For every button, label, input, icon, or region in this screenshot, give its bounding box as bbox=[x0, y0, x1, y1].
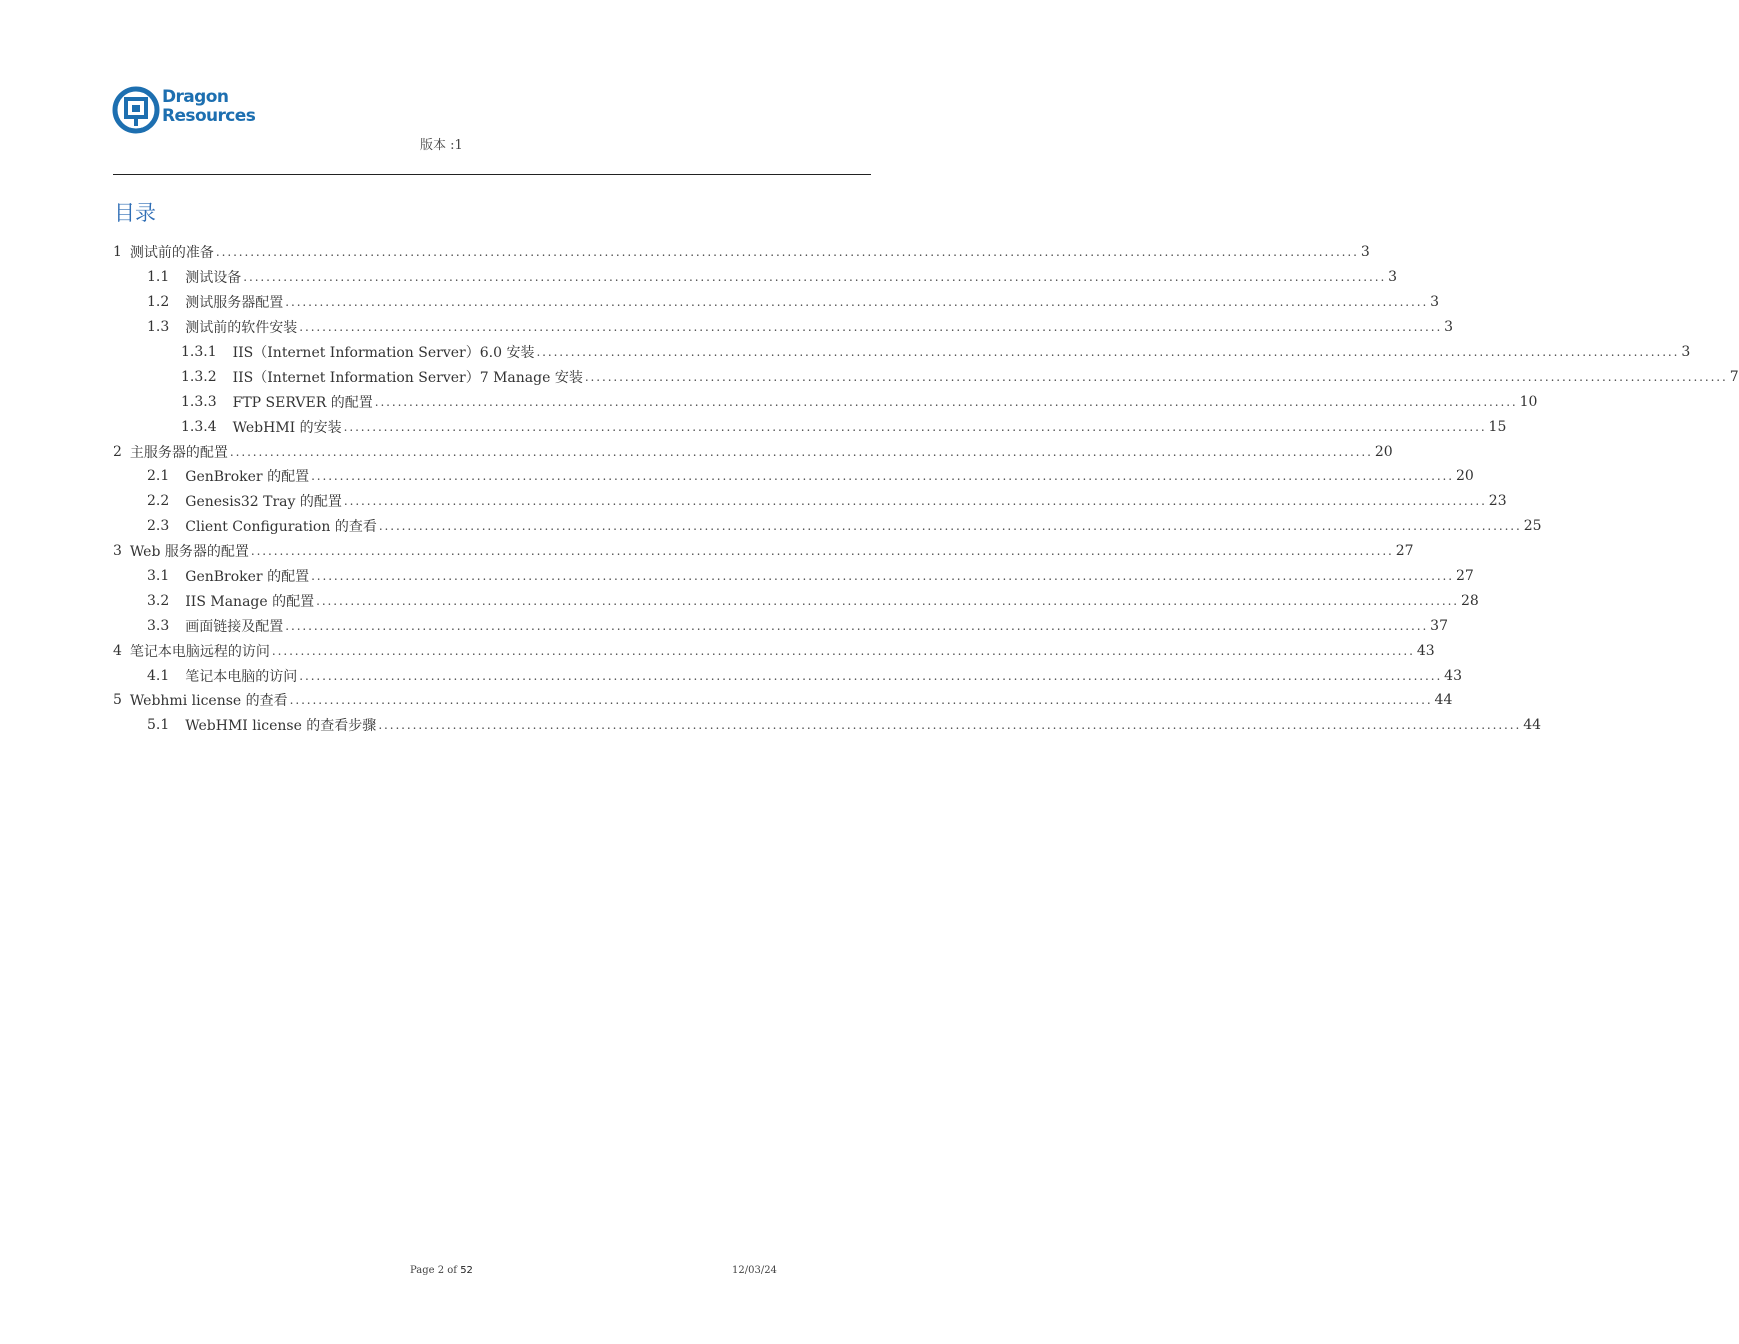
logo-line-2: Resources bbox=[162, 106, 256, 126]
toc-entry[interactable] bbox=[113, 290, 1440, 315]
toc-entry-number: 4.1 bbox=[147, 667, 170, 684]
toc-entry-label: 测试前的准备 bbox=[130, 242, 216, 262]
toc-dot-leader: ........................................................................................................................................................................................................ bbox=[316, 593, 1459, 608]
toc-entry-number: 1.2 bbox=[147, 294, 170, 311]
logo-text bbox=[162, 88, 255, 126]
toc-entry-label: Web 服务器的配置 bbox=[130, 541, 251, 561]
toc-entry-page: 27 bbox=[1395, 543, 1414, 560]
toc-entry-label: GenBroker 的配置 bbox=[185, 466, 311, 486]
toc-entry[interactable] bbox=[113, 688, 1453, 713]
toc-entry-label: FTP SERVER 的配置 bbox=[233, 392, 375, 412]
toc-entry-label: IIS Manage 的配置 bbox=[185, 591, 316, 611]
toc-entry-number: 3.3 bbox=[147, 617, 170, 634]
toc-entry-page: 43 bbox=[1444, 667, 1462, 684]
toc-entry-number: 1 bbox=[113, 244, 122, 261]
toc-entry[interactable] bbox=[113, 638, 1435, 663]
dragon-resources-logo-icon bbox=[112, 86, 160, 134]
toc-entry-page: 37 bbox=[1430, 617, 1448, 634]
toc-dot-leader: ........................................................................................................................................................................................................ bbox=[378, 519, 1522, 534]
toc-entry-page: 3 bbox=[1681, 344, 1691, 360]
footer-page-number bbox=[410, 1265, 473, 1276]
toc-entry-number: 3.1 bbox=[147, 568, 170, 585]
toc-entry[interactable] bbox=[113, 389, 1538, 414]
toc-dot-leader: ........................................................................................................................................................................................................ bbox=[289, 693, 1433, 708]
toc-entry-number: 2.1 bbox=[147, 468, 170, 485]
toc-entry-page: 10 bbox=[1519, 393, 1538, 410]
toc-entry[interactable] bbox=[113, 539, 1414, 564]
toc-entry[interactable] bbox=[113, 340, 1691, 365]
toc-entry-number: 2.2 bbox=[147, 493, 170, 510]
toc-entry-label: Genesis32 Tray 的配置 bbox=[185, 491, 344, 511]
toc-dot-leader: ........................................................................................................................................................................................................ bbox=[271, 643, 1415, 658]
toc-dot-leader: ........................................................................................................................................................................................................ bbox=[536, 345, 1680, 359]
toc-dot-leader: ........................................................................................................................................................................................................ bbox=[285, 295, 1429, 310]
toc-entry-page: 44 bbox=[1523, 717, 1542, 734]
toc-entry[interactable] bbox=[113, 489, 1507, 514]
toc-entry-label: 笔记本电脑的访问 bbox=[185, 666, 299, 686]
logo-line-1: Dragon bbox=[162, 87, 229, 107]
toc-entry-page: 43 bbox=[1416, 642, 1435, 659]
toc-entry-label: 测试服务器配置 bbox=[185, 292, 285, 312]
toc-entry-label: IIS（Internet Information Server）7 Manage 安装 bbox=[233, 367, 585, 387]
toc-entry[interactable] bbox=[113, 439, 1393, 464]
toc-entry-page: 3 bbox=[1388, 269, 1398, 286]
toc-title: 目录 bbox=[114, 201, 156, 225]
toc-entry[interactable] bbox=[113, 265, 1398, 290]
footer-date: 12/03/24 bbox=[732, 1265, 777, 1276]
toc-entry-label: 画面链接及配置 bbox=[185, 616, 285, 636]
toc-entry[interactable] bbox=[113, 364, 1739, 389]
toc-entry-page: 28 bbox=[1461, 592, 1479, 609]
company-logo bbox=[112, 86, 262, 136]
toc-entry-label: 测试前的软件安装 bbox=[185, 317, 299, 337]
toc-entry-page: 15 bbox=[1488, 418, 1507, 435]
toc-dot-leader: ........................................................................................................................................................................................................ bbox=[243, 270, 1387, 285]
toc-entry-number: 2 bbox=[113, 443, 122, 460]
toc-entry[interactable] bbox=[113, 588, 1479, 613]
toc-entry-number: 1.3.2 bbox=[181, 368, 217, 385]
toc-entry-label: Client Configuration 的查看 bbox=[185, 516, 379, 536]
toc-entry-page: 20 bbox=[1374, 443, 1393, 460]
toc-dot-leader: ........................................................................................................................................................................................................ bbox=[374, 394, 1518, 409]
toc-entry-page: 23 bbox=[1488, 493, 1507, 510]
toc-entry-number: 1.3.1 bbox=[181, 344, 217, 360]
table-of-contents bbox=[113, 240, 1739, 738]
toc-entry[interactable] bbox=[113, 564, 1474, 589]
toc-entry-number: 1.3.3 bbox=[181, 393, 217, 410]
toc-entry[interactable] bbox=[113, 663, 1462, 688]
toc-entry-page: 27 bbox=[1455, 568, 1474, 585]
toc-dot-leader: ........................................................................................................................................................................................................ bbox=[378, 718, 1522, 733]
toc-entry-page: 7 bbox=[1729, 368, 1739, 385]
toc-dot-leader: ........................................................................................................................................................................................................ bbox=[285, 618, 1429, 633]
toc-entry-number: 1.3 bbox=[147, 319, 170, 336]
toc-entry-number: 3 bbox=[113, 543, 122, 560]
toc-entry[interactable] bbox=[113, 613, 1448, 638]
toc-entry-label: GenBroker 的配置 bbox=[185, 566, 311, 586]
toc-dot-leader: ........................................................................................................................................................................................................ bbox=[229, 444, 1373, 459]
toc-entry-number: 5.1 bbox=[147, 717, 170, 734]
toc-dot-leader: ........................................................................................................................................................................................................ bbox=[299, 668, 1443, 683]
toc-entry-page: 44 bbox=[1434, 692, 1453, 709]
toc-entry[interactable] bbox=[113, 315, 1454, 340]
toc-dot-leader: ........................................................................................................................................................................................................ bbox=[299, 320, 1443, 335]
toc-entry-label: WebHMI 的安装 bbox=[233, 417, 344, 437]
toc-entry-number: 3.2 bbox=[147, 592, 170, 609]
toc-entry[interactable] bbox=[113, 514, 1542, 539]
toc-dot-leader: ........................................................................................................................................................................................................ bbox=[343, 419, 1487, 434]
toc-entry[interactable] bbox=[113, 240, 1370, 265]
toc-entry-page: 3 bbox=[1444, 319, 1454, 336]
toc-entry-number: 2.3 bbox=[147, 518, 170, 535]
toc-entry-label: WebHMI license 的查看步骤 bbox=[185, 715, 378, 735]
toc-entry-page: 20 bbox=[1455, 468, 1474, 485]
toc-entry-label: IIS（Internet Information Server）6.0 安装 bbox=[233, 342, 537, 362]
toc-dot-leader: ........................................................................................................................................................................................................ bbox=[343, 494, 1487, 509]
toc-entry[interactable] bbox=[113, 464, 1474, 489]
toc-entry-number: 4 bbox=[113, 642, 122, 659]
toc-entry[interactable] bbox=[113, 414, 1507, 439]
document-version: 版本 :1 bbox=[420, 138, 463, 153]
toc-entry-label: 笔记本电脑远程的访问 bbox=[130, 641, 272, 661]
toc-entry-page: 3 bbox=[1430, 294, 1440, 311]
header-divider bbox=[113, 174, 871, 175]
toc-entry-page: 25 bbox=[1523, 518, 1542, 535]
toc-entry-label: Webhmi license 的查看 bbox=[130, 690, 290, 710]
toc-entry[interactable] bbox=[113, 713, 1542, 738]
toc-dot-leader: ........................................................................................................................................................................................................ bbox=[215, 245, 1359, 260]
toc-entry-page: 3 bbox=[1360, 244, 1370, 261]
toc-dot-leader: ........................................................................................................................................................................................................ bbox=[311, 569, 1454, 584]
toc-entry-number: 1.3.4 bbox=[181, 418, 217, 435]
toc-entry-number: 1.1 bbox=[147, 269, 170, 286]
toc-dot-leader: ........................................................................................................................................................................................................ bbox=[584, 369, 1728, 384]
footer-total-pages: 52 bbox=[460, 1265, 473, 1276]
toc-entry-number: 5 bbox=[113, 692, 122, 709]
toc-dot-leader: ........................................................................................................................................................................................................ bbox=[250, 544, 1394, 559]
toc-entry-label: 主服务器的配置 bbox=[130, 442, 230, 462]
footer-page-prefix: Page 2 of bbox=[410, 1265, 461, 1276]
toc-entry-label: 测试设备 bbox=[185, 267, 243, 287]
toc-dot-leader: ........................................................................................................................................................................................................ bbox=[311, 469, 1454, 484]
